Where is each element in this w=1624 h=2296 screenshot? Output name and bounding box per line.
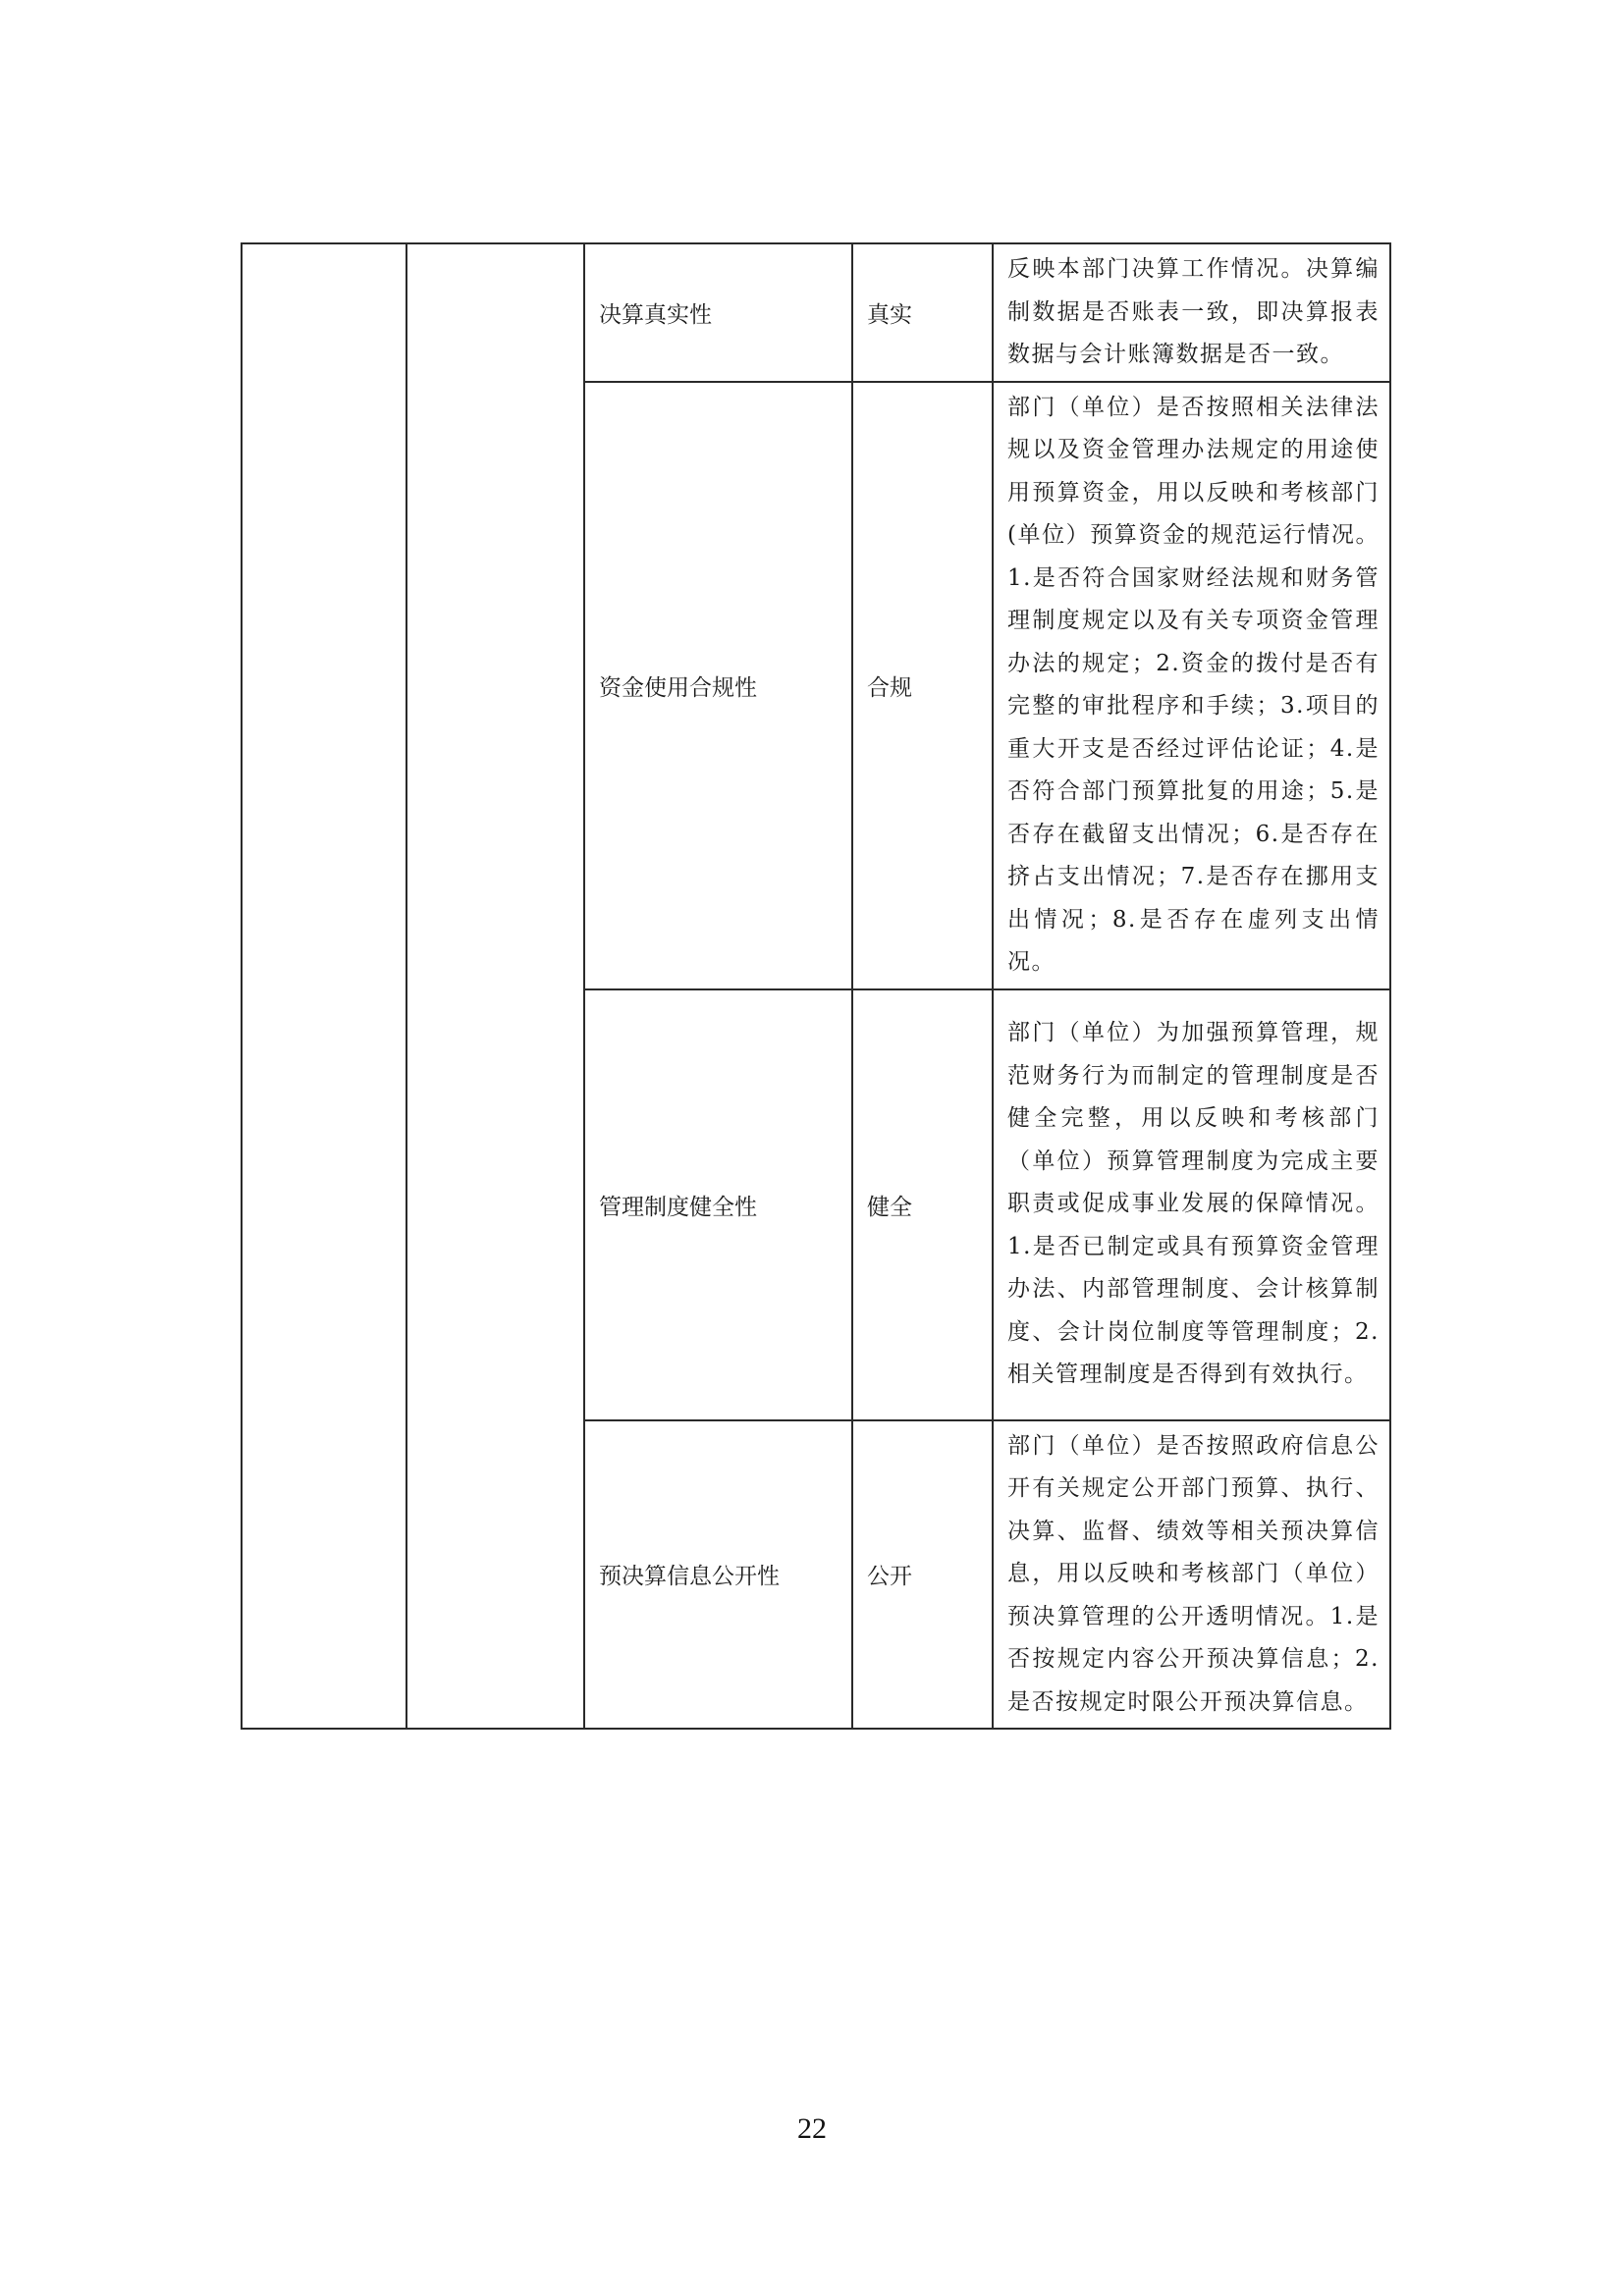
level2-category-cell — [406, 243, 584, 1729]
indicator-name: 管理制度健全性 — [584, 989, 852, 1420]
indicator-description: 反映本部门决算工作情况。决算编制数据是否账表一致，即决算报表数据与会计账簿数据是否一致。 — [993, 243, 1390, 382]
indicator-standard: 合规 — [852, 382, 993, 989]
table-row — [242, 243, 1390, 382]
indicator-standard: 真实 — [852, 243, 993, 382]
indicator-name: 预决算信息公开性 — [584, 1420, 852, 1730]
indicator-description: 部门（单位）为加强预算管理，规范财务行为而制定的管理制度是否健全完整，用以反映和考核部门（单位）预算管理制度为完成主要职责或促成事业发展的保障情况。1.是否已制定或具有预算资金管理办法、内部管理制度、会计核算制度、会计岗位制度等管理制度；2.相关管理制度是否得到有效执行。 — [993, 989, 1390, 1420]
indicator-standard: 公开 — [852, 1420, 993, 1730]
indicator-name: 决算真实性 — [584, 243, 852, 382]
indicator-description: 部门（单位）是否按照相关法律法规以及资金管理办法规定的用途使用预算资金，用以反映和考核部门(单位）预算资金的规范运行情况。1.是否符合国家财经法规和财务管理制度规定以及有关专项资金管理办法的规定；2.资金的拨付是否有完整的审批程序和手续；3.项目的重大开支是否经过评估论证；4.是否符合部门预算批复的用途；5.是否存在截留支出情况；6.是否存在挤占支出情况；7.是否存在挪用支出情况；8.是否存在虚列支出情况。 — [993, 382, 1390, 989]
level1-category-cell — [242, 243, 406, 1729]
indicator-standard: 健全 — [852, 989, 993, 1420]
page-number: 22 — [797, 2112, 827, 2145]
indicator-table — [241, 242, 1391, 1730]
indicator-name: 资金使用合规性 — [584, 382, 852, 989]
indicator-description: 部门（单位）是否按照政府信息公开有关规定公开部门预算、执行、决算、监督、绩效等相关预决算信息，用以反映和考核部门（单位）预决算管理的公开透明情况。1.是否按规定内容公开预决算信息；2.是否按规定时限公开预决算信息。 — [993, 1420, 1390, 1730]
